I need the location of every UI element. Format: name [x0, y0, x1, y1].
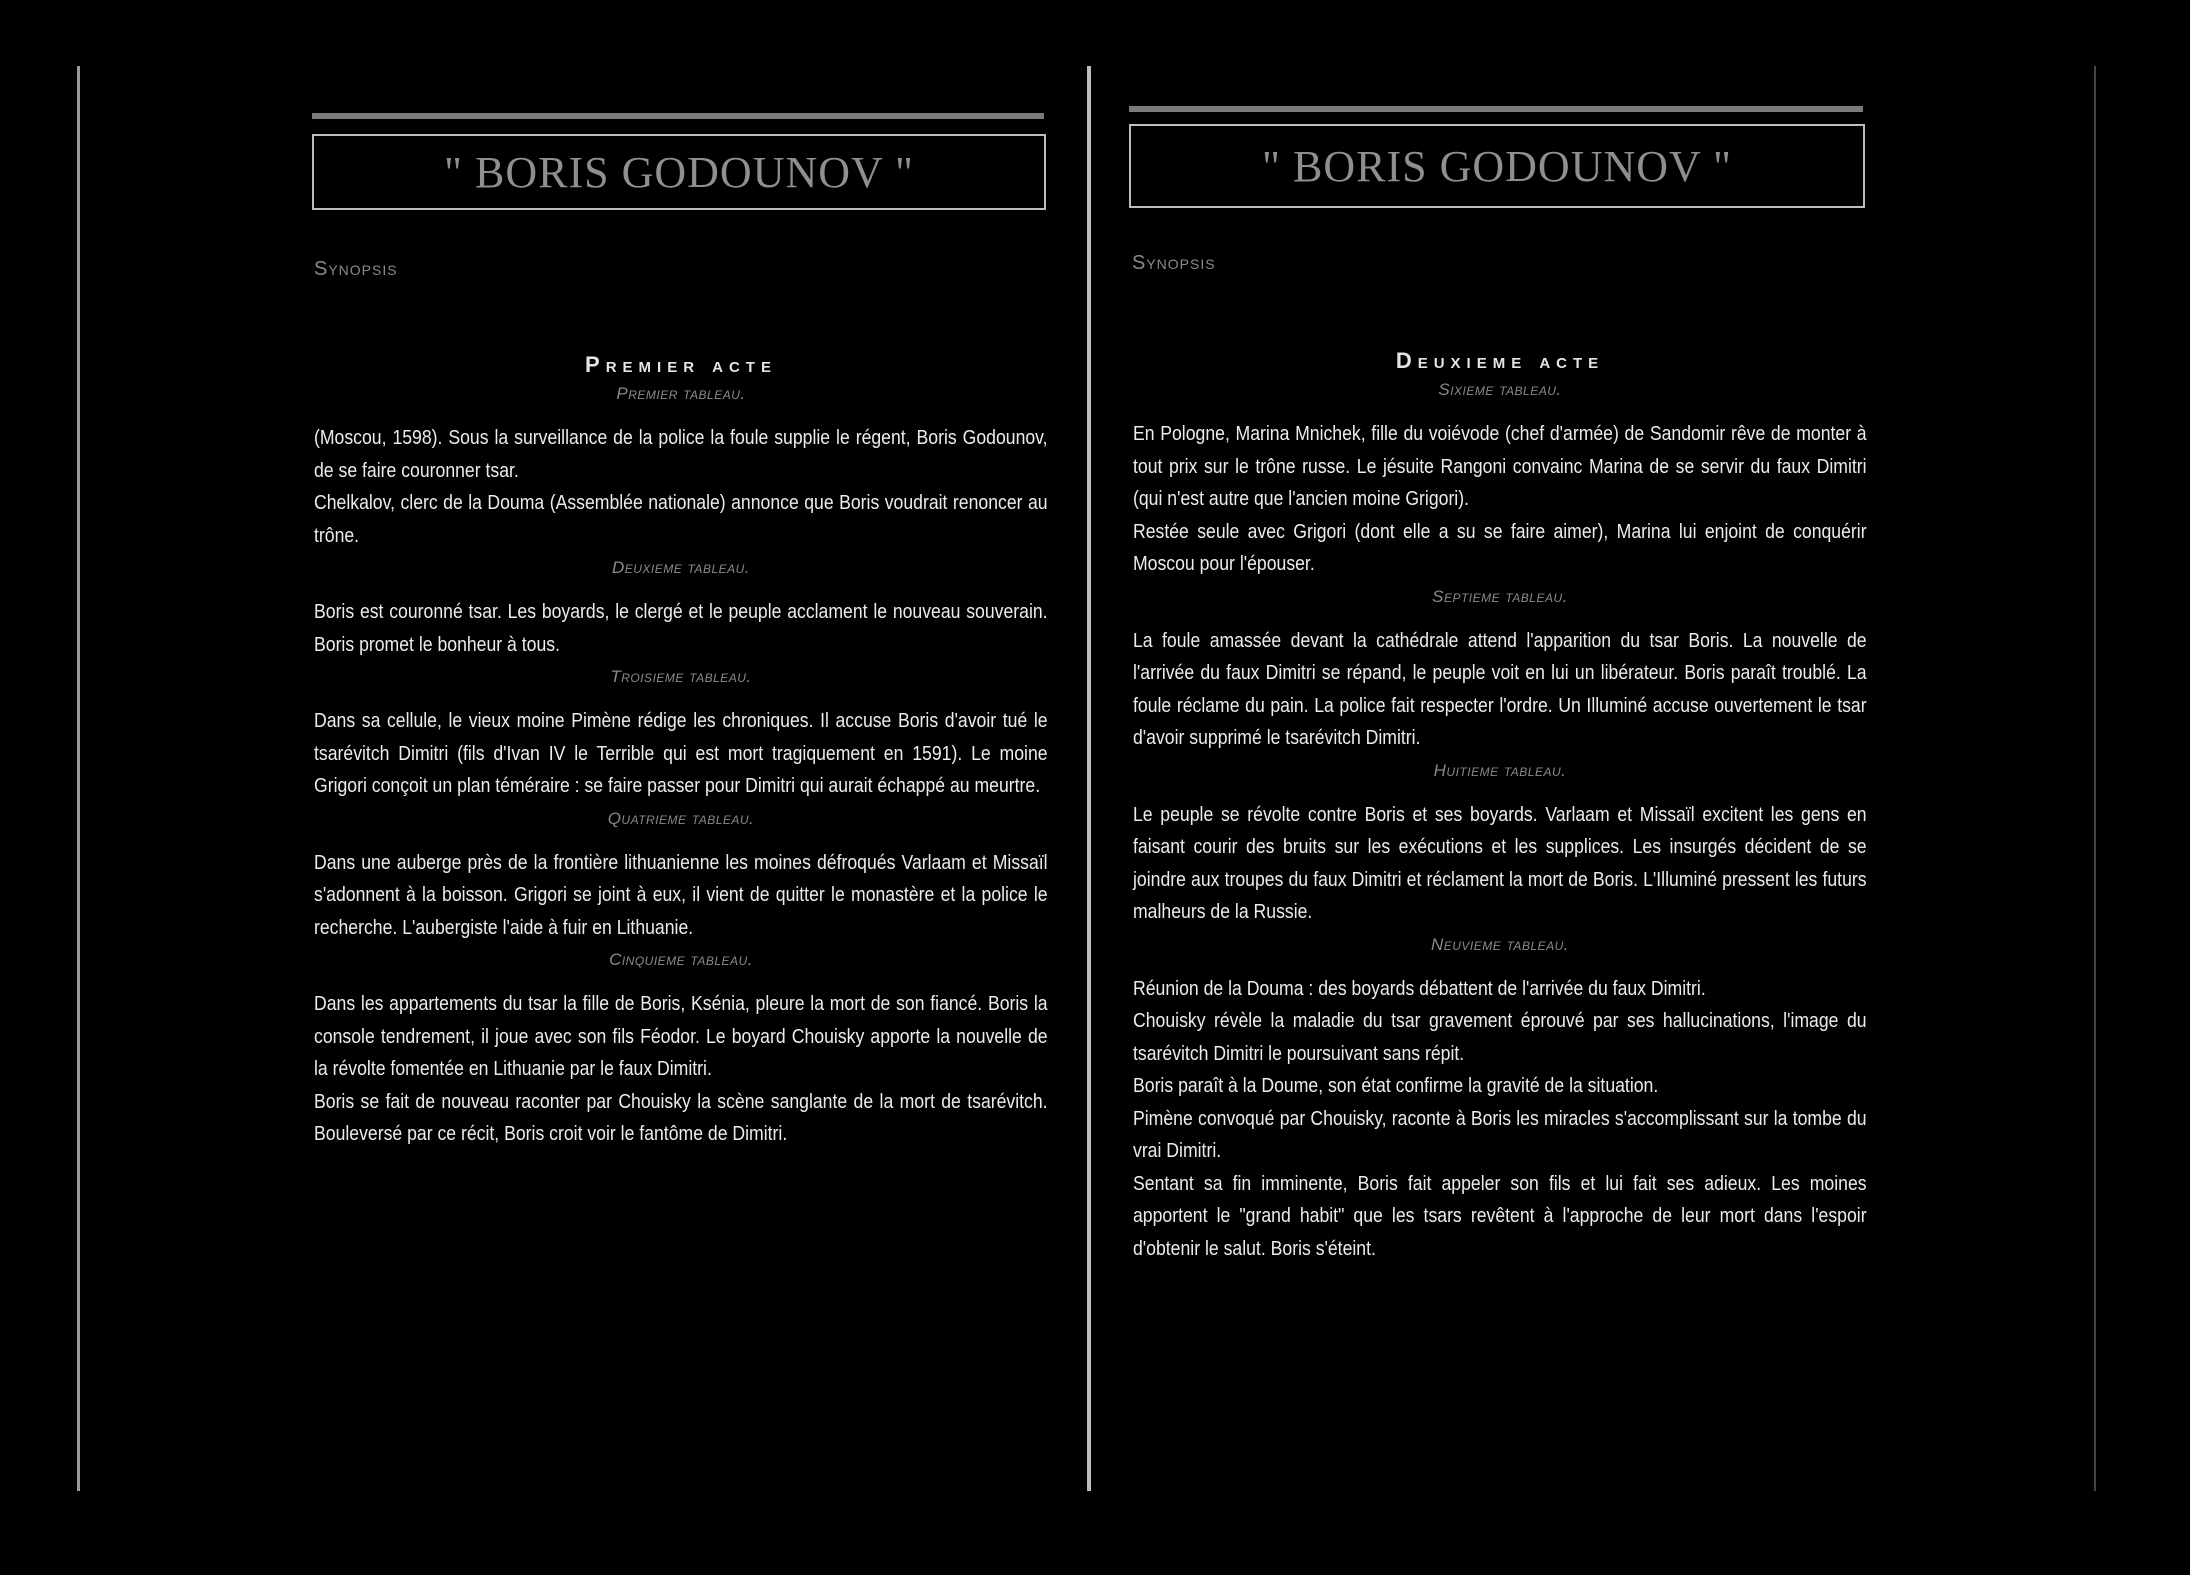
paragraph: La foule amassée devant la cathédrale attend l'apparition du tsar Boris. La nouvelle de l'arrivée du faux Dimitri se répand, le peuple voit en lui un libérateur. Boris paraît troublé. La foule réclame du pain. La police fait respecter l'ordre. Un Illuminé accuse ouvertement le tsar d'avoir supprimé le tsarévitch Dimitri. — [1133, 628, 1867, 749]
tableau-heading: Neuvieme tableau. — [1430, 934, 1570, 954]
left-top-rule — [312, 113, 1044, 119]
tableau-text — [314, 422, 1048, 552]
tableau-heading: Cinquieme tableau. — [609, 950, 753, 969]
left-page-title: " BORIS GODOUNOV " — [444, 147, 914, 197]
tableau-text — [314, 705, 1048, 803]
tableau-text — [1133, 625, 1867, 755]
paragraph: Réunion de la Douma : des boyards débattent de l'arrivée du faux Dimitri. — [1133, 976, 1706, 1000]
tableau-text — [314, 988, 1048, 1151]
paragraph: En Pologne, Marina Mnichek, fille du voiévode (chef d'armée) de Sandomir rêve de monter à tout prix sur le trône russe. Le jésuite Rangoni convainc Marina de se servir du faux Dimitri (qui n'est autre que l'ancien moine Grigori). — [1133, 422, 1867, 510]
left-act-heading: Premier acte — [585, 352, 777, 377]
tableau-text — [1133, 973, 1867, 1266]
paragraph: Dans une auberge près de la frontière lithuanienne les moines défroqués Varlaam et Missaïl s'adonnent à la boisson. Grigori se joint à eux, il vient de quitter le monastère et la police le recherche. L'aubergiste l'aide à fuir en Lithuanie. — [314, 850, 1048, 939]
tableau-heading: Deuxieme tableau. — [611, 558, 751, 577]
tableau-heading: Troisieme tableau. — [610, 667, 752, 686]
paragraph: Sentant sa fin imminente, Boris fait appeler son fils et lui fait ses adieux. Les moines apportent le "grand habit" que les tsars revêtent à l'approche de leur mort dans l'espoir d'obtenir le salut. Boris s'éteint. — [1133, 1171, 1867, 1260]
left-content — [314, 352, 1048, 1151]
paragraph: Restée seule avec Grigori (dont elle a su se faire aimer), Marina lui enjoint de conquérir Moscou pour l'épouser. — [1133, 519, 1867, 575]
tableau-text — [314, 847, 1048, 945]
right-top-rule — [1129, 106, 1863, 112]
tableau-heading: Septieme tableau. — [1432, 586, 1568, 606]
right-act-heading: Deuxieme acte — [1395, 348, 1605, 373]
right-title-box — [1129, 124, 1865, 208]
right-section-label: Synopsis — [1132, 252, 1216, 274]
paragraph: Le peuple se révolte contre Boris et ses boyards. Varlaam et Missaïl excitent les gens en faisant courir des bruits sur les exécutions et les supplices. Les insurgés décident de se joindre aux troupes du faux Dimitri et réclament la mort de Boris. L'Illuminé pressent les futurs malheurs de la Russie. — [1133, 802, 1867, 923]
tableau-heading: Premier tableau. — [616, 384, 746, 403]
tableau-text — [1133, 799, 1867, 929]
tableau-heading: Quatrieme tableau. — [607, 808, 755, 828]
tableau-heading: Huitieme tableau. — [1433, 760, 1567, 780]
paragraph: Dans sa cellule, le vieux moine Pimène rédige les chroniques. Il accuse Boris d'avoir tué le tsarévitch Dimitri (fils d'Ivan IV le Terrible qui est mort tragiquement en 1591). Le moine Grigori conçoit un plan téméraire : se faire passer pour Dimitri qui aurait échappé au meurtre. — [314, 709, 1048, 797]
paragraph: Chouisky révèle la maladie du tsar gravement éprouvé par ses hallucinations, l'image du tsarévitch Dimitri le poursuivant sans répit. — [1133, 1009, 1867, 1065]
paragraph: Pimène convoqué par Chouisky, raconte à Boris les miracles s'accomplissant sur la tombe du vrai Dimitri. — [1133, 1106, 1867, 1162]
paragraph: Chelkalov, clerc de la Douma (Assemblée nationale) annonce que Boris voudrait renoncer au trône. — [314, 491, 1048, 547]
paragraph: Boris se fait de nouveau raconter par Chouisky la scène sanglante de la mort de tsarévitch. Bouleversé par ce récit, Boris croit voir le fantôme de Dimitri. — [314, 1089, 1048, 1145]
right-content — [1133, 348, 1867, 1265]
tableau-heading: Sixieme tableau. — [1438, 380, 1562, 399]
paragraph: Boris est couronné tsar. Les boyards, le clergé et le peuple acclament le nouveau souverain. Boris promet le bonheur à tous. — [314, 600, 1048, 656]
tableau-text — [1133, 418, 1867, 581]
left-title-box — [312, 134, 1046, 210]
paragraph: Boris paraît à la Doume, son état confirme la gravité de la situation. — [1133, 1074, 1659, 1097]
tableau-text — [314, 596, 1048, 661]
left-section-label: Synopsis — [314, 258, 398, 280]
paragraph: Dans les appartements du tsar la fille de Boris, Ksénia, pleure la mort de son fiancé. Boris la console tendrement, il joue avec son fils Féodor. Le boyard Chouisky apporte la nouvelle de la révolte fomentée en Lithuanie par le faux Dimitri. — [314, 992, 1048, 1080]
right-page-title: " BORIS GODOUNOV " — [1262, 141, 1732, 191]
paragraph: (Moscou, 1598). Sous la surveillance de la police la foule supplie le régent, Boris Godounov, de se faire couronner tsar. — [314, 426, 1048, 482]
